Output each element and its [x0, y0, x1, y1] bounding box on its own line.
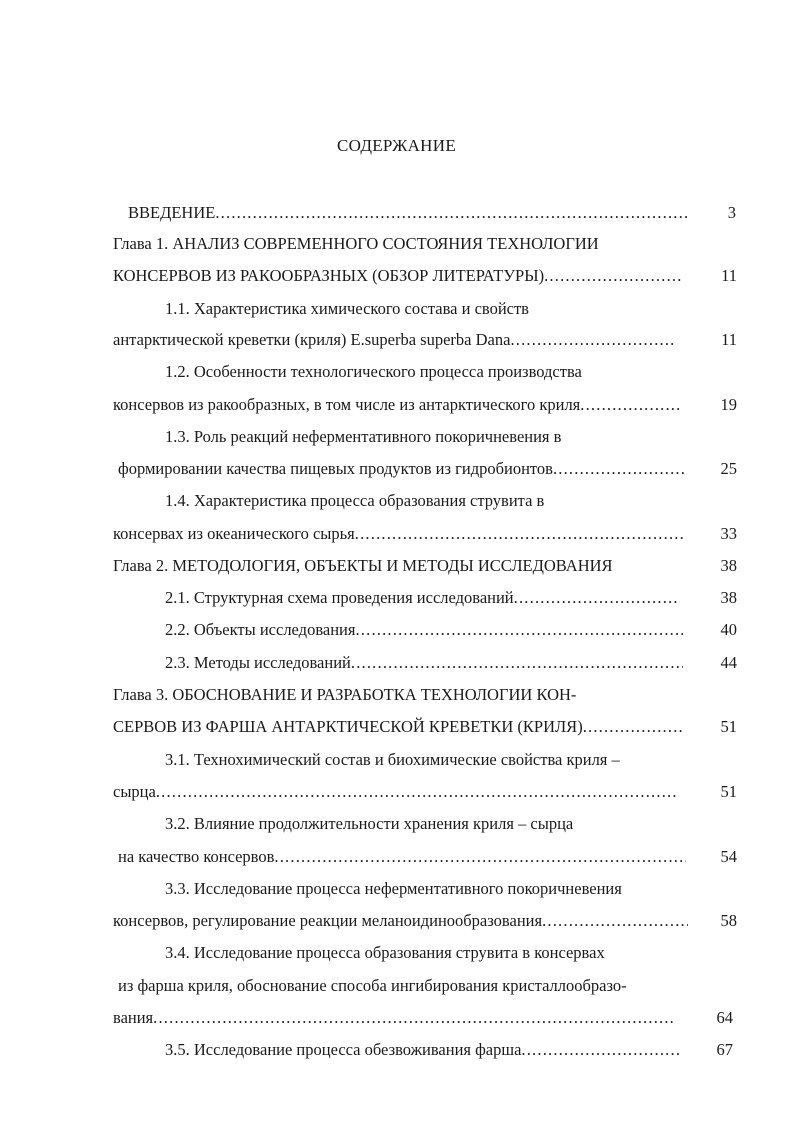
toc-entry-page: 51	[720, 782, 737, 801]
toc-entry-text: на качество консервов	[118, 847, 275, 866]
toc-entry-page: 25	[720, 459, 737, 478]
toc-entry	[165, 651, 683, 675]
toc-entry-page: 33	[720, 524, 737, 543]
toc-entry: из фарша криля, обоснование способа ингибирования кристаллообразо-	[118, 976, 627, 995]
toc-entry: Глава 2. МЕТОДОЛОГИЯ, ОБЪЕКТЫ И МЕТОДЫ ИССЛЕДОВАНИЯ	[113, 556, 613, 575]
toc-entry-text: ВВЕДЕНИЕ	[128, 203, 216, 222]
toc-entry	[165, 1038, 680, 1062]
toc-entry: 3.2. Влияние продолжительности хранения криля – сырца	[165, 814, 574, 833]
toc-entry-text: сырца	[113, 782, 156, 801]
toc-entry	[113, 780, 679, 804]
toc-entry-page: 19	[720, 395, 737, 414]
toc-entry-page: 38	[720, 556, 737, 575]
toc-entry-text: формировании качества пищевых продуктов из гидробионтов	[118, 459, 553, 478]
toc-entry-text: антарктической креветки (криля) E.superba superba Dana	[113, 330, 511, 349]
toc-entry-page: 51	[720, 717, 737, 736]
toc-entry-page: 3	[727, 203, 736, 222]
toc-entry-page: 54	[720, 847, 737, 866]
toc-entry-page: 44	[720, 653, 737, 672]
toc-entry-page: 58	[720, 911, 737, 930]
toc-entry	[113, 522, 685, 546]
toc-entry-page: 40	[720, 620, 737, 639]
toc-entry: Глава 1. АНАЛИЗ СОВРЕМЕННОГО СОСТОЯНИЯ ТЕХНОЛОГИИ	[113, 234, 599, 253]
toc-entry: 1.4. Характеристика процесса образования струвита в	[165, 491, 545, 510]
toc-entry-page: 11	[721, 330, 737, 349]
toc-entry: 3.3. Исследование процесса неферментативного покоричневения	[165, 879, 622, 898]
toc-entry	[113, 328, 675, 352]
toc-entry-text: консервов из ракообразных, в том числе из антарктического криля	[113, 395, 581, 414]
toc-entry-text: консервах из океанического сырья	[113, 524, 355, 543]
toc-entry-page: 38	[720, 588, 737, 607]
toc-entry: 1.1. Характеристика химического состава и свойств	[165, 299, 529, 318]
toc-entry	[113, 715, 685, 739]
toc-entry	[165, 586, 680, 610]
toc-entry-text: 3.5. Исследование процесса обезвоживания фарша	[165, 1040, 522, 1059]
toc-entry: 3.4. Исследование процесса образования струвита в консервах	[165, 943, 605, 962]
toc-entry-page: 67	[716, 1040, 733, 1059]
toc-entry-page: 64	[716, 1008, 733, 1027]
page-title: СОДЕРЖАНИЕ	[336, 136, 457, 155]
toc-entry-text: 2.2. Объекты исследования	[165, 620, 356, 639]
toc-entry	[113, 264, 681, 288]
toc-entry	[165, 618, 683, 642]
toc-entry-text: вания	[113, 1008, 154, 1027]
toc-entry-text: КОНСЕРВОВ ИЗ РАКООБРАЗНЫХ (ОБЗОР ЛИТЕРАТУРЫ)	[113, 266, 545, 285]
toc-entry	[113, 393, 681, 417]
toc-entry-page: 11	[721, 266, 737, 285]
toc-entry	[113, 909, 688, 933]
toc-entry-text: консервов, регулирование реакции меланоидинообразования	[113, 911, 543, 930]
toc-entry	[128, 201, 688, 225]
toc-entry: 1.3. Роль реакций неферментативного покоричневения в	[165, 427, 562, 446]
toc-entry	[113, 1006, 675, 1030]
toc-entry: 1.2. Особенности технологического процесса производства	[165, 362, 582, 381]
toc-entry	[118, 457, 684, 481]
toc-entry-text: 2.1. Структурная схема проведения исследований	[165, 588, 514, 607]
toc-entry: 3.1. Технохимический состав и биохимические свойства криля –	[165, 750, 620, 769]
toc-entry-text: 2.3. Методы исследований	[165, 653, 351, 672]
toc-entry: Глава 3. ОБОСНОВАНИЕ И РАЗРАБОТКА ТЕХНОЛОГИИ КОН-	[113, 685, 577, 704]
toc-entry-text: СЕРВОВ ИЗ ФАРША АНТАРКТИЧЕСКОЙ КРЕВЕТКИ (КРИЛЯ)	[113, 717, 583, 736]
toc-entry	[118, 845, 686, 869]
